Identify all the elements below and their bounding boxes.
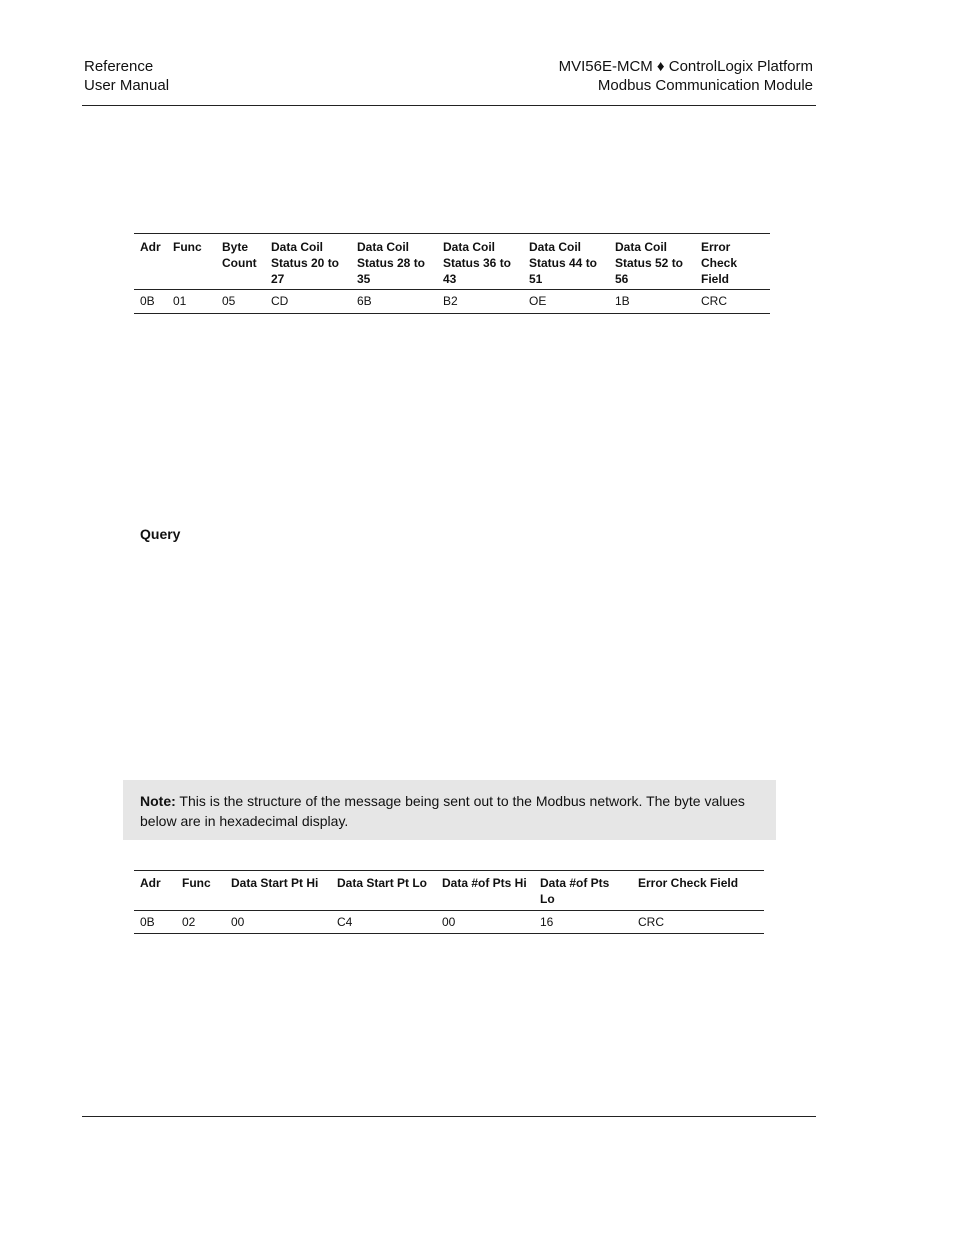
table-cell: CRC [701,294,727,308]
column-header: Data Coil Status 28 to 35 [357,240,426,286]
column-header: Data Coil Status 44 to 51 [529,240,598,286]
table-cell: 05 [222,294,236,308]
column-header: Data Start Pt Hi [231,876,319,890]
header-product-subtitle: Modbus Communication Module [597,77,813,94]
column-header: Adr [140,240,161,254]
column-header: Adr [140,876,161,890]
table-cell: 02 [182,915,196,929]
table-cell: 1B [615,294,630,308]
table-header-row [134,871,764,911]
table-cell: 0B [140,294,155,308]
table-header-row [134,234,770,290]
page-header-left [84,57,169,95]
note-label: Note: [140,793,176,809]
column-header: Data Coil Status 20 to 27 [271,240,340,286]
table-row [134,911,764,934]
column-header: Data #of Pts Lo [540,876,610,906]
footer-divider [82,1116,816,1117]
note-text: This is the structure of the message being sent out to the Modbus network. The byte values below are in hexadecimal display. [140,793,745,829]
table-cell: 00 [442,915,456,929]
query-table [134,870,764,934]
table-cell: 0B [140,915,155,929]
header-document-type: User Manual [84,77,170,94]
header-product-name: MVI56E-MCM ♦ ControlLogix Platform [558,58,813,75]
table-cell: CRC [638,915,664,929]
column-header: Func [182,876,211,890]
table-cell: 6B [357,294,372,308]
column-header: Data #of Pts Hi [442,876,527,890]
table-cell: OE [529,294,547,308]
column-header: Data Coil Status 36 to 43 [443,240,512,286]
table-cell: 16 [540,915,554,929]
column-header: Error Check Field [638,876,739,890]
column-header: Byte Count [222,240,257,270]
table-cell: 01 [173,294,187,308]
table-cell: C4 [337,915,353,929]
header-divider [82,105,816,106]
table-cell: B2 [443,294,458,308]
column-header: Error Check Field [701,240,738,286]
table-cell: 00 [231,915,245,929]
table-row [134,290,770,314]
query-heading: Query [140,526,181,542]
column-header: Data Start Pt Lo [337,876,428,890]
response-table [134,233,770,314]
note-callout [123,780,776,840]
table-cell: CD [271,294,289,308]
header-section-title: Reference [84,58,154,75]
column-header: Func [173,240,202,254]
column-header: Data Coil Status 52 to 56 [615,240,684,286]
page-header-right [559,57,813,95]
